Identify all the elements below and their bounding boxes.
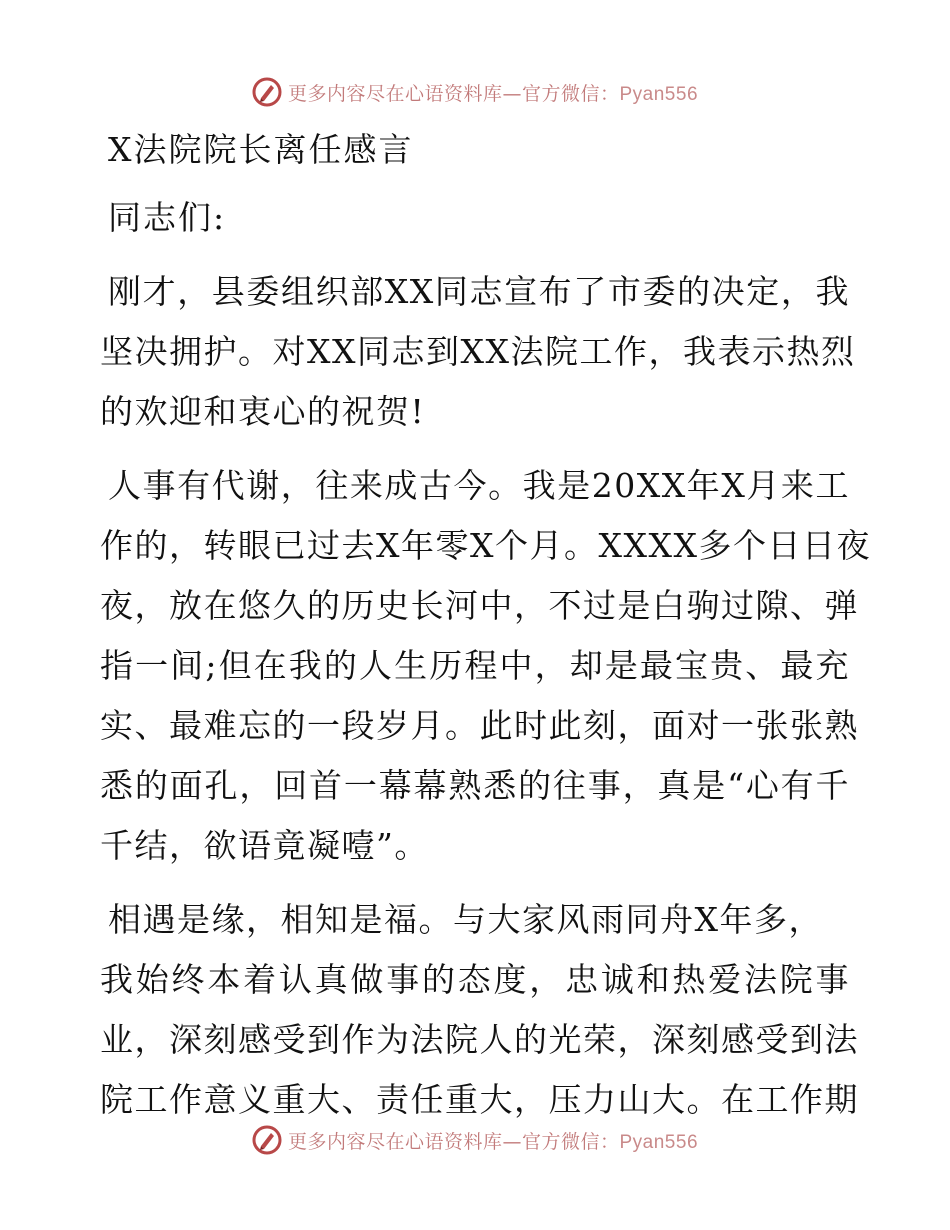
- watermark-text: 更多内容尽在心语资料库—官方微信：Pyan556: [287, 82, 699, 105]
- paragraph-3: [100, 890, 859, 1130]
- header-watermark: [0, 72, 950, 112]
- document-body: [100, 120, 871, 1130]
- paragraph-line: 夜，放在悠久的历史长河中，不过是白驹过隙、弹: [100, 586, 859, 625]
- greeting: 同志们:: [108, 198, 227, 237]
- paragraph-2: [100, 456, 871, 876]
- paragraph-line: 坚决拥护。对XX同志到XX法院工作，我表示热烈: [100, 332, 856, 371]
- paragraph-1: [100, 262, 856, 442]
- paragraph-line: 悉的面孔，回首一幕幕熟悉的往事，真是“心有千: [100, 766, 850, 805]
- paragraph-line: 业，深刻感受到作为法院人的光荣，深刻感受到法: [100, 1020, 859, 1059]
- pen-logo-icon: [252, 1125, 282, 1155]
- paragraph-line: 作的，转眼已过去X年零X个月。XXXX多个日日夜: [100, 526, 871, 565]
- pen-logo-icon: [252, 77, 282, 107]
- paragraph-line: 人事有代谢，往来成古今。我是20XX年X月来工: [108, 466, 850, 505]
- paragraph-line: 我始终本着认真做事的态度，忠诚和热爱法院事: [100, 960, 850, 999]
- paragraph-line: 指一间;但在我的人生历程中，却是最宝贵、最充: [100, 646, 850, 685]
- footer-watermark: [0, 1120, 950, 1160]
- watermark-text: 更多内容尽在心语资料库—官方微信：Pyan556: [287, 1130, 699, 1153]
- paragraph-line: 实、最难忘的一段岁月。此时此刻，面对一张张熟: [100, 706, 859, 745]
- paragraph-line: 的欢迎和衷心的祝贺!: [100, 392, 426, 431]
- paragraph-line: 相遇是缘，相知是福。与大家风雨同舟X年多，: [108, 900, 823, 939]
- paragraph-line: 千结，欲语竟凝噎”。: [100, 826, 429, 865]
- paragraph-line: 刚才，县委组织部XX同志宣布了市委的决定，我: [108, 272, 850, 311]
- document-title: X法院院长离任感言: [108, 130, 414, 169]
- paragraph-line: 院工作意义重大、责任重大，压力山大。在工作期: [100, 1080, 859, 1119]
